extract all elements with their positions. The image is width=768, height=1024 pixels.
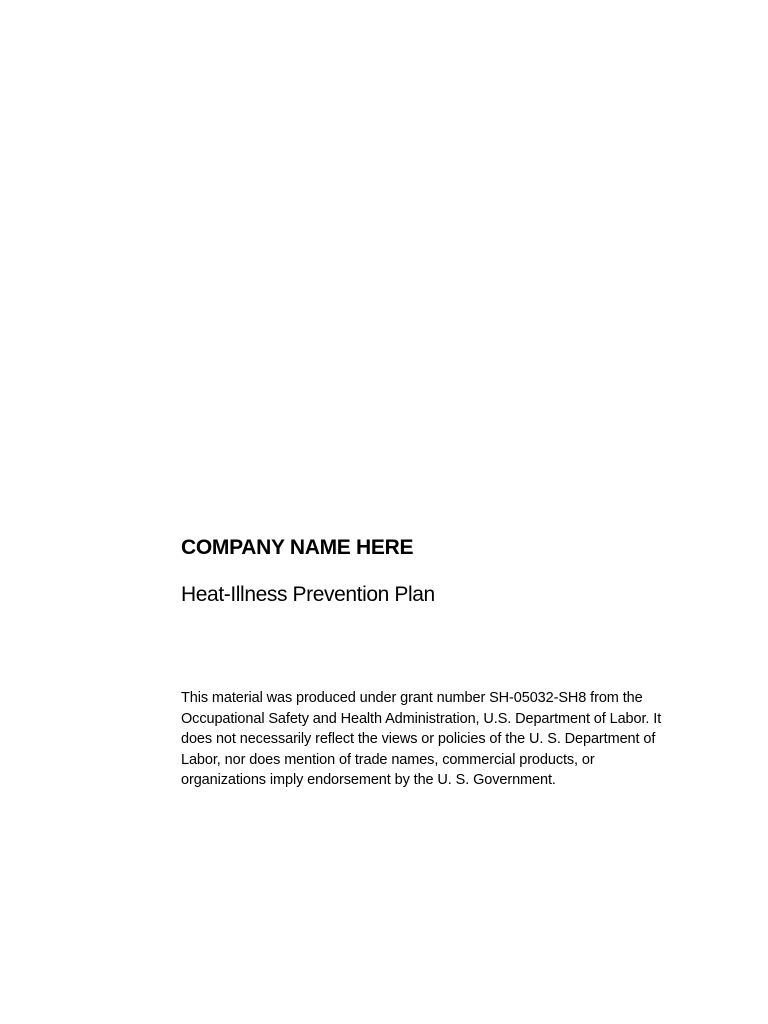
company-name-heading: COMPANY NAME HERE xyxy=(181,536,414,559)
plan-title: Heat-Illness Prevention Plan xyxy=(181,583,435,606)
grant-disclaimer-text: This material was produced under grant number SH-05032-SH8 from the Occupational Safety and Health Administration, U.S. Department of Labor. It does not necessarily reflect the views or policies of the U. S. Department of Labor, nor does mention of trade names, commercial products, or organizations imply endorsement by the U. S. Government. xyxy=(181,690,662,788)
